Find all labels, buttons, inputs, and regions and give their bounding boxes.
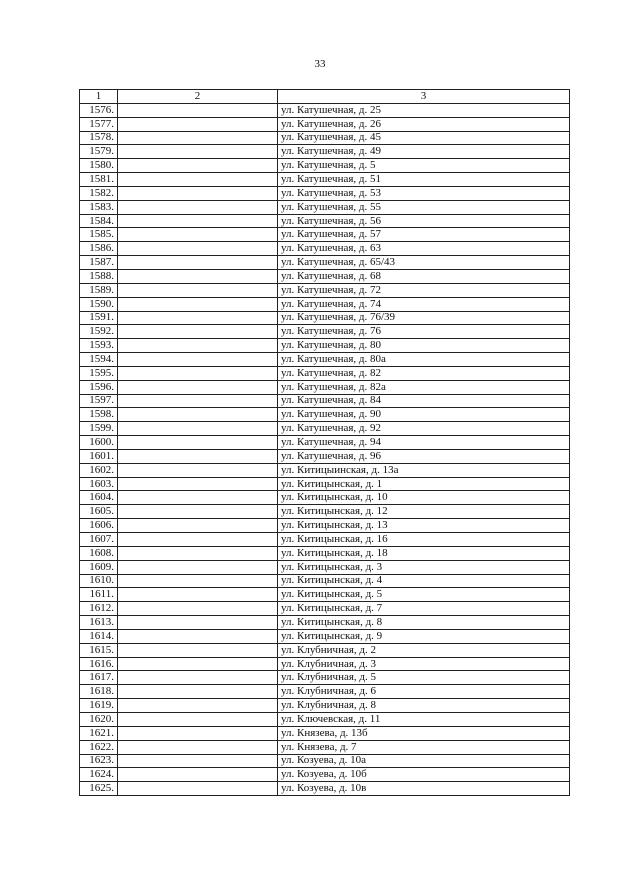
table-row [80,712,570,726]
address-cell: ул. Клубничная, д. 6 [278,685,570,699]
address-cell: ул. Катушечная, д. 82 [278,366,570,380]
row-number: 1604. [80,491,118,505]
district-cell [118,754,278,768]
row-number: 1582. [80,186,118,200]
table-row [80,228,570,242]
address-cell: ул. Катушечная, д. 80 [278,339,570,353]
table-row [80,449,570,463]
row-number: 1594. [80,353,118,367]
row-number: 1615. [80,643,118,657]
row-number: 1578. [80,131,118,145]
address-cell: ул. Козуева, д. 10а [278,754,570,768]
address-cell: ул. Катушечная, д. 49 [278,145,570,159]
address-cell: ул. Китицынская, д. 4 [278,574,570,588]
row-number: 1605. [80,505,118,519]
address-cell: ул. Китицынская, д. 16 [278,533,570,547]
row-number: 1593. [80,339,118,353]
district-cell [118,200,278,214]
row-number: 1612. [80,602,118,616]
column-header-3: 3 [278,90,570,104]
table-row [80,463,570,477]
district-cell [118,782,278,796]
address-cell: ул. Катушечная, д. 5 [278,159,570,173]
address-cell: ул. Катушечная, д. 56 [278,214,570,228]
table-row [80,269,570,283]
page-number: 33 [314,58,326,70]
table-row [80,339,570,353]
row-number: 1597. [80,394,118,408]
table-row [80,602,570,616]
table-row [80,394,570,408]
row-number: 1592. [80,325,118,339]
district-cell [118,380,278,394]
table-row [80,740,570,754]
district-cell [118,726,278,740]
district-cell [118,269,278,283]
address-cell: ул. Китицыинская, д. 13а [278,463,570,477]
table-row [80,353,570,367]
district-cell [118,643,278,657]
row-number: 1622. [80,740,118,754]
table-row [80,491,570,505]
district-cell [118,186,278,200]
district-cell [118,491,278,505]
table-row [80,200,570,214]
address-cell: ул. Китицынская, д. 7 [278,602,570,616]
table-row [80,436,570,450]
table-row [80,311,570,325]
address-cell: ул. Китицынская, д. 9 [278,629,570,643]
table-header-row [80,90,570,104]
row-number: 1584. [80,214,118,228]
table-row [80,380,570,394]
district-cell [118,533,278,547]
table-row [80,505,570,519]
address-cell: ул. Козуева, д. 10в [278,782,570,796]
table-row [80,519,570,533]
row-number: 1580. [80,159,118,173]
row-number: 1624. [80,768,118,782]
district-cell [118,768,278,782]
district-cell [118,657,278,671]
table-row [80,159,570,173]
row-number: 1588. [80,269,118,283]
district-cell [118,449,278,463]
district-cell [118,712,278,726]
address-cell: ул. Катушечная, д. 57 [278,228,570,242]
address-cell: ул. Катушечная, д. 65/43 [278,256,570,270]
table-row [80,685,570,699]
district-cell [118,574,278,588]
address-cell: ул. Катушечная, д. 82а [278,380,570,394]
table-row [80,186,570,200]
address-cell: ул. Катушечная, д. 25 [278,103,570,117]
table-row [80,297,570,311]
address-cell: ул. Ключевская, д. 11 [278,712,570,726]
row-number: 1583. [80,200,118,214]
address-cell: ул. Князева, д. 13б [278,726,570,740]
table-row [80,422,570,436]
address-cell: ул. Катушечная, д. 53 [278,186,570,200]
district-cell [118,408,278,422]
address-cell: ул. Китицынская, д. 3 [278,560,570,574]
address-cell: ул. Катушечная, д. 51 [278,173,570,187]
table-row [80,657,570,671]
address-cell: ул. Князева, д. 7 [278,740,570,754]
district-cell [118,145,278,159]
row-number: 1599. [80,422,118,436]
row-number: 1581. [80,173,118,187]
table-row [80,546,570,560]
address-cell: ул. Клубничная, д. 3 [278,657,570,671]
table-row [80,643,570,657]
table-row [80,173,570,187]
table-row [80,699,570,713]
address-cell: ул. Катушечная, д. 63 [278,242,570,256]
row-number: 1600. [80,436,118,450]
address-cell: ул. Китицынская, д. 8 [278,616,570,630]
district-cell [118,311,278,325]
address-cell: ул. Катушечная, д. 72 [278,283,570,297]
district-cell [118,685,278,699]
row-number: 1607. [80,533,118,547]
address-cell: ул. Катушечная, д. 80а [278,353,570,367]
district-cell [118,602,278,616]
row-number: 1623. [80,754,118,768]
table-row [80,283,570,297]
district-cell [118,131,278,145]
table-row [80,366,570,380]
address-cell: ул. Китицынская, д. 10 [278,491,570,505]
address-cell: ул. Клубничная, д. 5 [278,671,570,685]
table-row [80,616,570,630]
district-cell [118,325,278,339]
district-cell [118,353,278,367]
column-header-2: 2 [118,90,278,104]
address-cell: ул. Китицынская, д. 5 [278,588,570,602]
row-number: 1614. [80,629,118,643]
address-cell: ул. Катушечная, д. 68 [278,269,570,283]
table-row [80,671,570,685]
district-cell [118,103,278,117]
district-cell [118,256,278,270]
address-cell: ул. Козуева, д. 10б [278,768,570,782]
table-row [80,325,570,339]
row-number: 1611. [80,588,118,602]
row-number: 1576. [80,103,118,117]
district-cell [118,505,278,519]
address-cell: ул. Китицынская, д. 18 [278,546,570,560]
district-cell [118,394,278,408]
address-cell: ул. Катушечная, д. 96 [278,449,570,463]
address-table [79,89,570,796]
table-row [80,533,570,547]
row-number: 1613. [80,616,118,630]
address-cell: ул. Китицынская, д. 1 [278,477,570,491]
table-row [80,256,570,270]
row-number: 1591. [80,311,118,325]
district-cell [118,214,278,228]
table-row [80,477,570,491]
district-cell [118,671,278,685]
row-number: 1609. [80,560,118,574]
address-cell: ул. Катушечная, д. 74 [278,297,570,311]
row-number: 1601. [80,449,118,463]
table-row [80,560,570,574]
district-cell [118,616,278,630]
address-cell: ул. Катушечная, д. 90 [278,408,570,422]
district-cell [118,297,278,311]
table-row [80,588,570,602]
row-number: 1603. [80,477,118,491]
table-row [80,754,570,768]
table-row [80,408,570,422]
row-number: 1625. [80,782,118,796]
table-row [80,117,570,131]
district-cell [118,588,278,602]
district-cell [118,117,278,131]
table-row [80,629,570,643]
row-number: 1620. [80,712,118,726]
district-cell [118,159,278,173]
row-number: 1598. [80,408,118,422]
table-row [80,214,570,228]
table-row [80,131,570,145]
address-cell: ул. Китицынская, д. 12 [278,505,570,519]
address-cell: ул. Китицынская, д. 13 [278,519,570,533]
table-row [80,726,570,740]
district-cell [118,740,278,754]
row-number: 1577. [80,117,118,131]
row-number: 1595. [80,366,118,380]
district-cell [118,339,278,353]
row-number: 1618. [80,685,118,699]
district-cell [118,560,278,574]
district-cell [118,422,278,436]
row-number: 1587. [80,256,118,270]
table-row [80,242,570,256]
row-number: 1610. [80,574,118,588]
table-row [80,768,570,782]
row-number: 1590. [80,297,118,311]
address-cell: ул. Клубничная, д. 2 [278,643,570,657]
row-number: 1606. [80,519,118,533]
district-cell [118,366,278,380]
row-number: 1602. [80,463,118,477]
row-number: 1596. [80,380,118,394]
district-cell [118,463,278,477]
table-row [80,145,570,159]
district-cell [118,283,278,297]
table-row [80,574,570,588]
column-header-1: 1 [80,90,118,104]
table-body [80,90,570,796]
district-cell [118,436,278,450]
address-cell: ул. Катушечная, д. 84 [278,394,570,408]
address-cell: ул. Катушечная, д. 76/39 [278,311,570,325]
row-number: 1589. [80,283,118,297]
district-cell [118,242,278,256]
district-cell [118,629,278,643]
address-cell: ул. Катушечная, д. 94 [278,436,570,450]
address-cell: ул. Катушечная, д. 26 [278,117,570,131]
table-row [80,103,570,117]
row-number: 1608. [80,546,118,560]
row-number: 1621. [80,726,118,740]
district-cell [118,173,278,187]
address-cell: ул. Катушечная, д. 76 [278,325,570,339]
row-number: 1585. [80,228,118,242]
address-cell: ул. Катушечная, д. 45 [278,131,570,145]
row-number: 1617. [80,671,118,685]
row-number: 1616. [80,657,118,671]
address-cell: ул. Клубничная, д. 8 [278,699,570,713]
address-cell: ул. Катушечная, д. 92 [278,422,570,436]
district-cell [118,699,278,713]
district-cell [118,546,278,560]
table-row [80,782,570,796]
row-number: 1579. [80,145,118,159]
address-cell: ул. Катушечная, д. 55 [278,200,570,214]
district-cell [118,228,278,242]
district-cell [118,477,278,491]
row-number: 1619. [80,699,118,713]
district-cell [118,519,278,533]
row-number: 1586. [80,242,118,256]
